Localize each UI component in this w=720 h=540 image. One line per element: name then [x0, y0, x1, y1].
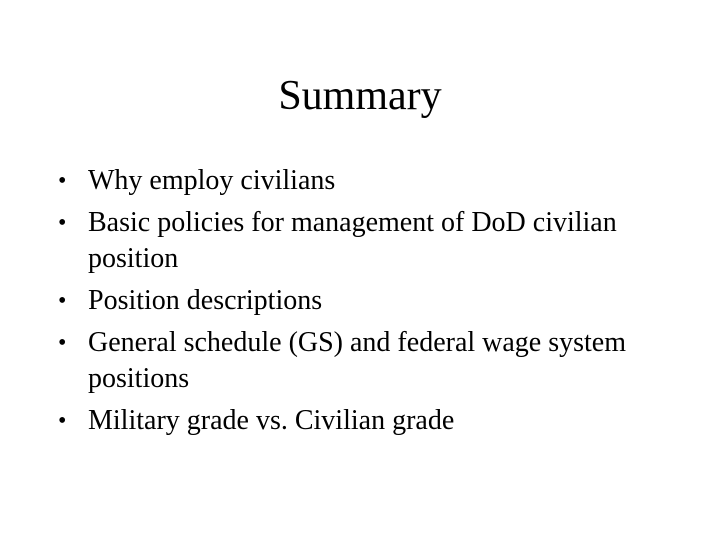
bullet-text: Basic policies for management of DoD civilian position	[88, 207, 617, 274]
bullet-text: Position descriptions	[88, 285, 323, 316]
bullet-list	[58, 163, 678, 445]
slide-title: Summary	[278, 73, 442, 119]
bullet-icon: •	[58, 168, 67, 194]
bullet-item	[58, 325, 678, 397]
bullet-icon: •	[58, 330, 67, 356]
bullet-item	[58, 283, 678, 319]
bullet-icon: •	[58, 288, 67, 314]
bullet-item	[58, 205, 678, 277]
bullet-icon: •	[58, 210, 67, 236]
bullet-item	[58, 403, 678, 439]
bullet-text: General schedule (GS) and federal wage system positions	[88, 327, 627, 394]
bullet-item	[58, 163, 678, 199]
bullet-text: Military grade vs. Civilian grade	[88, 405, 455, 436]
bullet-icon: •	[58, 408, 67, 434]
bullet-text: Why employ civilians	[88, 165, 336, 196]
